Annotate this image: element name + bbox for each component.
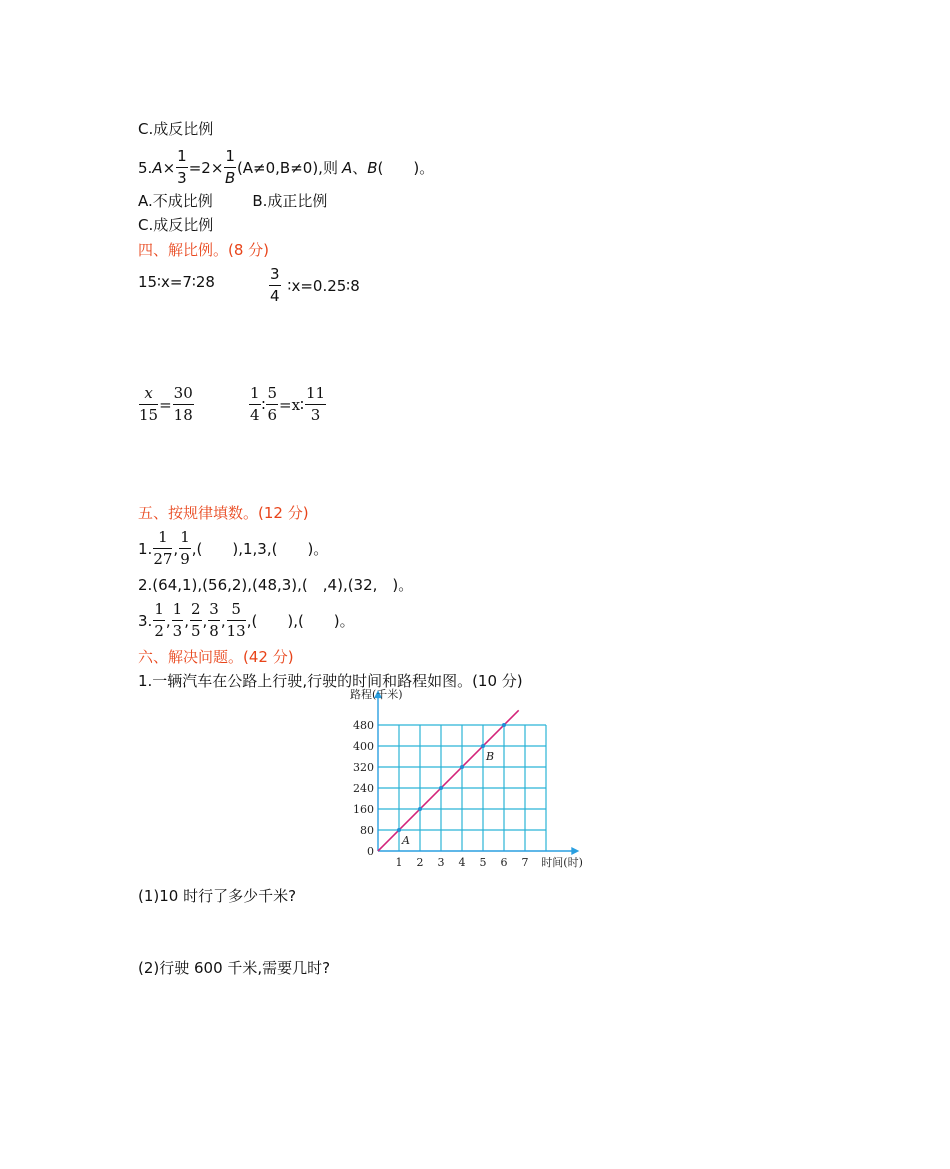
data-point — [397, 828, 401, 832]
q5-frac2-num: 1 — [224, 146, 236, 168]
p1-n2: 1 — [179, 527, 191, 549]
q5-sep: 、 — [352, 158, 368, 177]
eq4-d3: 3 — [310, 406, 321, 424]
q5-options-ab — [138, 191, 327, 211]
p3-fraction-5 — [227, 599, 246, 642]
q5-fraction-1-b — [224, 146, 236, 189]
p1-rest: ,( ),1,3,( )。 — [191, 539, 329, 558]
q5-condition: (A≠0,B≠0),则 — [236, 158, 338, 177]
eq2-num: 3 — [269, 264, 281, 286]
section-4-title: 四、解比例。(8 分) — [138, 241, 270, 259]
q5-stem — [138, 146, 434, 189]
x-tick-label: 1 — [395, 856, 403, 869]
p3-d5: 13 — [226, 622, 246, 640]
chart-grid — [378, 725, 546, 851]
eq4-mid: =x∶ — [279, 395, 304, 414]
p3-fraction-2 — [172, 599, 184, 642]
y-axis-title: 路程(千米) — [350, 688, 403, 702]
x-tick-label: 4 — [458, 856, 466, 869]
q5-frac1-num: 1 — [176, 146, 188, 168]
eq4-d2: 6 — [267, 406, 277, 424]
p1-fraction-2 — [179, 527, 191, 570]
q5-fraction-1-3 — [176, 146, 188, 189]
q5-frac2-den: B — [225, 169, 236, 187]
y-tick-label: 480 — [353, 719, 374, 732]
q5-var-a: A — [152, 158, 163, 177]
eq3-den: 15 — [139, 406, 159, 424]
eq4-fraction-3 — [305, 383, 326, 426]
pattern-3 — [138, 599, 355, 642]
p3-fraction-1 — [153, 599, 165, 642]
eq4-n1: 1 — [249, 383, 261, 405]
data-point — [439, 786, 443, 790]
eq4-fraction-2 — [266, 383, 278, 426]
p3-d3: 5 — [190, 622, 201, 640]
p3-d1: 2 — [154, 622, 164, 640]
q4-option-c: C.成反比例 — [138, 120, 214, 138]
x-tick-label: 7 — [521, 856, 529, 869]
q5-option-c: C.成反比例 — [138, 216, 214, 234]
p1-comma: , — [173, 539, 179, 558]
p3-comma-4: , — [220, 611, 226, 630]
eq3-num: x — [139, 383, 158, 405]
q5-tail-b: B — [367, 158, 378, 177]
p1-prefix: 1. — [138, 539, 153, 558]
p3-n4: 3 — [208, 599, 220, 621]
p3-d2: 3 — [172, 622, 183, 640]
pattern-1 — [138, 527, 328, 570]
q5-option-b: B.成正比例 — [252, 192, 328, 210]
distance-time-chart — [340, 688, 610, 873]
y-tick-label: 80 — [360, 824, 374, 837]
eq4-colon: ∶ — [261, 395, 266, 414]
eq2-rest: ∶x=0.25∶8 — [287, 276, 360, 295]
eq2-fraction — [269, 264, 281, 307]
p3-comma-1: , — [165, 611, 171, 630]
y-tick-label: 0 — [367, 845, 374, 858]
p1-d1: 27 — [153, 550, 173, 568]
q5-tail-a: A — [341, 158, 353, 177]
proportion-eq-1: 15∶x=7∶28 — [138, 273, 215, 291]
subquestion-2: (2)行驶 600 千米,需要几时? — [138, 959, 331, 977]
x-tick-label: 2 — [416, 856, 424, 869]
pattern-2: 2.(64,1),(56,2),(48,3),( ,4),(32, )。 — [138, 576, 414, 594]
p1-fraction-1 — [153, 527, 172, 570]
eq4-d1: 4 — [250, 406, 260, 424]
p3-n5: 5 — [227, 599, 246, 621]
eq4-n3: 11 — [305, 383, 326, 405]
y-tick-label: 160 — [353, 803, 374, 816]
proportion-eq-3 — [138, 383, 195, 426]
point-annotation: B — [486, 750, 495, 763]
eq4-n2: 5 — [266, 383, 278, 405]
p3-fraction-3 — [190, 599, 202, 642]
q5-times: × — [162, 158, 176, 177]
p3-n2: 1 — [172, 599, 184, 621]
data-point — [418, 807, 422, 811]
problem-1-text: 1.一辆汽车在公路上行驶,行驶的时间和路程如图。(10 分) — [138, 672, 523, 690]
p3-comma-2: , — [184, 611, 189, 630]
y-tick-label: 400 — [353, 740, 374, 753]
p3-comma-3: , — [202, 611, 208, 630]
p3-n1: 1 — [153, 599, 165, 621]
eq3-rnum: 30 — [173, 383, 194, 405]
eq4-fraction-1 — [249, 383, 261, 426]
q5-prefix: 5. — [138, 158, 153, 177]
p3-n3: 2 — [190, 599, 202, 621]
q5-eq-2x: =2× — [188, 158, 224, 177]
data-point — [460, 765, 464, 769]
data-point — [502, 723, 506, 727]
y-tick-label: 320 — [353, 761, 374, 774]
q5-answer-paren: ( )。 — [377, 158, 435, 177]
x-tick-label: 6 — [500, 856, 508, 869]
x-tick-label: 3 — [437, 856, 445, 869]
chart-labels — [350, 688, 583, 869]
subquestion-1: (1)10 时行了多少千米? — [138, 887, 297, 905]
p3-d4: 8 — [209, 622, 219, 640]
p3-fraction-4 — [208, 599, 220, 642]
p3-prefix: 3. — [138, 611, 153, 630]
eq3-rden: 18 — [173, 406, 193, 424]
eq2-den: 4 — [270, 287, 280, 305]
q5-option-a: A.不成比例 — [138, 192, 213, 210]
point-annotation: A — [402, 834, 410, 847]
p1-n1: 1 — [153, 527, 172, 549]
eq3-left-fraction — [139, 383, 158, 426]
q5-frac1-den: 3 — [177, 169, 187, 187]
x-axis-arrow — [571, 847, 579, 855]
section-5-title: 五、按规律填数。(12 分) — [138, 504, 309, 522]
data-point — [481, 744, 485, 748]
proportion-eq-4 — [248, 383, 327, 426]
x-tick-label: 5 — [479, 856, 487, 869]
x-axis-title: 时间(时) — [541, 856, 583, 869]
eq3-eq: = — [159, 395, 172, 414]
p1-d2: 9 — [180, 550, 190, 568]
eq3-right-fraction — [173, 383, 194, 426]
section-6-title: 六、解决问题。(42 分) — [138, 648, 294, 666]
proportion-eq-2 — [268, 264, 360, 307]
y-tick-label: 240 — [353, 782, 374, 795]
p3-rest: ,( ),( )。 — [246, 611, 355, 630]
